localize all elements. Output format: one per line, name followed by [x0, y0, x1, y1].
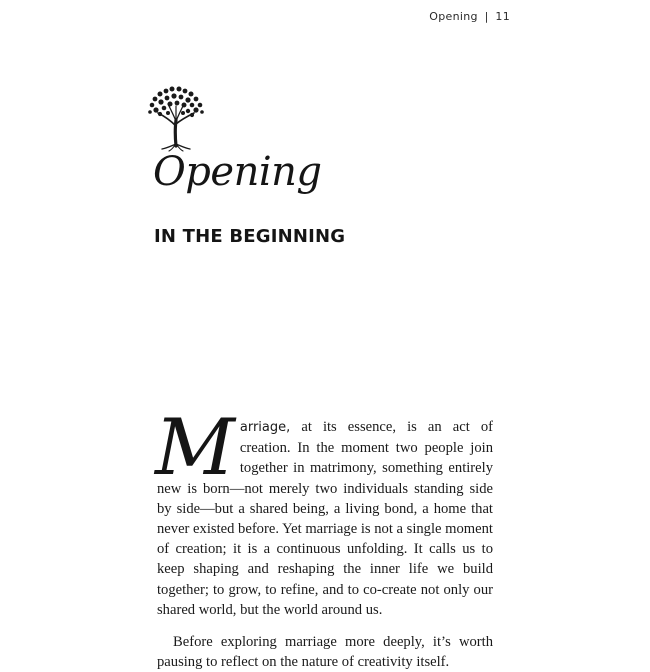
running-head-title: Opening: [429, 10, 478, 23]
section-heading: IN THE BEGINNING: [154, 226, 346, 247]
lead-in: arriage,: [239, 420, 291, 435]
chapter-title: Opening: [153, 149, 322, 195]
paragraph-1-text: at its essence, is an act of creation. In the moment two people join together in matrimony, something entirely new is born—not merely two individuals standing side by side—but a shared being, a living bond, a home that never existed before. Yet marriage is not a single moment of creation; it is a continuous unfolding. It calls us to keep shaping and reshaping the inner life we build together; to grow, to refine, and to co-create not only our shared world, but the world around us.: [157, 419, 493, 618]
tree-icon: [146, 86, 206, 152]
drop-cap: M: [155, 403, 235, 493]
paragraph-2: Before exploring marriage more deeply, it’s worth pausing to reflect on the nature of creativity itself.: [157, 634, 493, 671]
body-text: [155, 403, 493, 672]
paragraph-1: [155, 403, 493, 620]
running-head-separator: |: [484, 10, 489, 23]
page-number: 11: [495, 10, 510, 23]
running-head: [429, 10, 510, 23]
